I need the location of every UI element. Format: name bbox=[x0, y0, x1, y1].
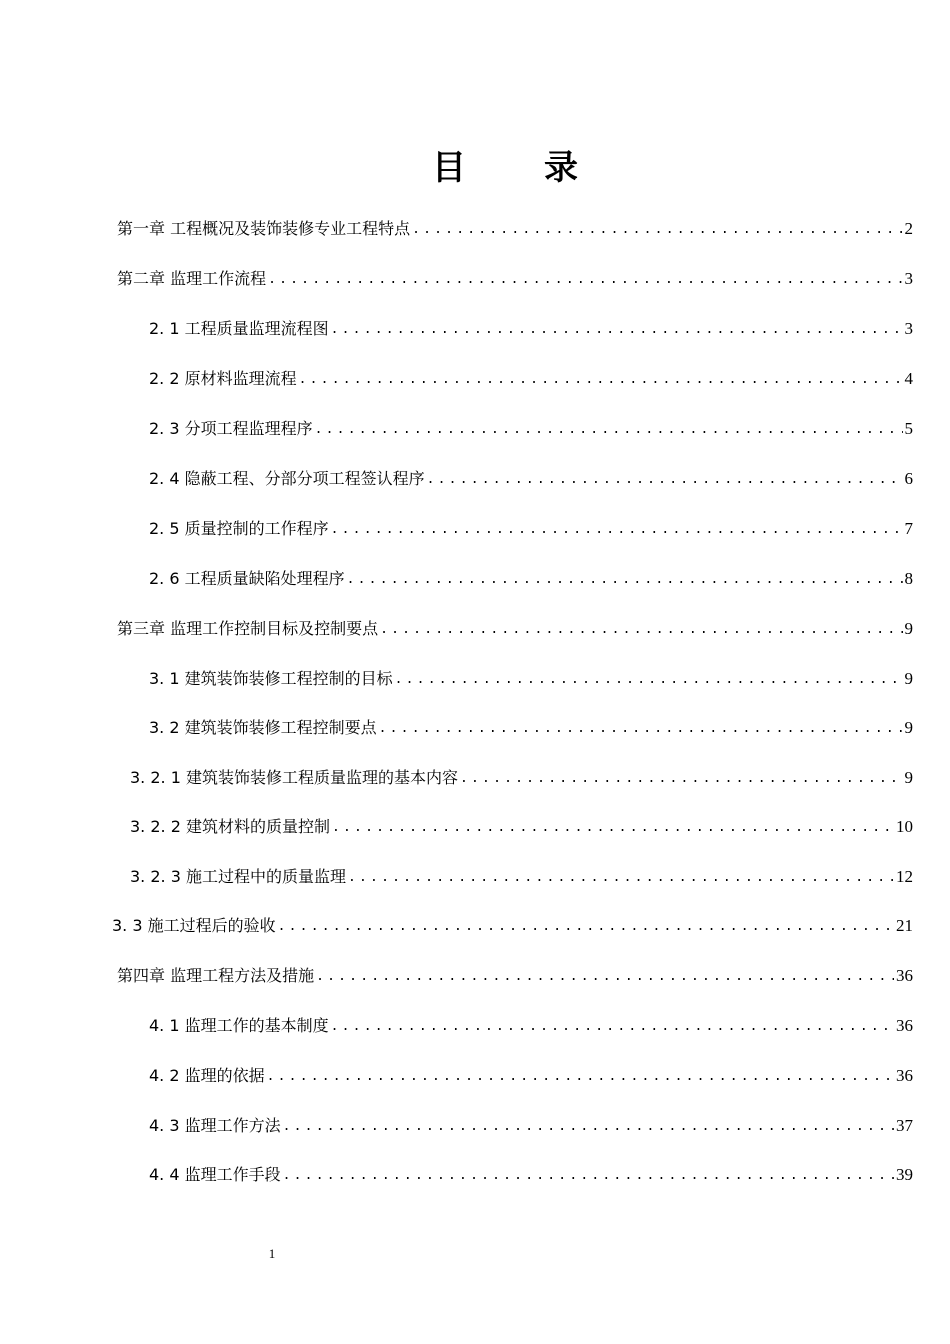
toc-entry-page: 7 bbox=[904, 519, 913, 538]
toc-entry-page: 37 bbox=[896, 1116, 913, 1135]
toc-entry[interactable] bbox=[149, 415, 913, 439]
toc-entry-label: 3. 2. 3 施工过程中的质量监理 bbox=[130, 867, 346, 886]
toc-entry[interactable] bbox=[149, 1161, 913, 1185]
toc-entry[interactable] bbox=[130, 764, 913, 788]
toc-entry-label: 第一章 工程概况及装饰装修专业工程特点 bbox=[117, 219, 411, 238]
toc-entry-page: 9 bbox=[904, 619, 913, 638]
toc-entry-label: 2. 4 隐蔽工程、分部分项工程签认程序 bbox=[149, 469, 425, 488]
toc-entry-label: 第二章 监理工作流程 bbox=[117, 269, 267, 288]
toc-leader-dots bbox=[427, 471, 903, 489]
toc-entry-page: 2 bbox=[904, 219, 913, 238]
toc-entry-page: 36 bbox=[896, 1066, 913, 1085]
toc-entry-label: 3. 2. 2 建筑材料的质量控制 bbox=[130, 817, 330, 836]
toc-entry-page: 9 bbox=[904, 718, 913, 737]
toc-leader-dots bbox=[332, 819, 894, 837]
toc-entry-label: 第四章 监理工程方法及措施 bbox=[117, 966, 315, 985]
toc-entry[interactable] bbox=[149, 365, 913, 389]
toc-leader-dots bbox=[315, 421, 903, 439]
toc-entry[interactable] bbox=[149, 1062, 913, 1086]
toc-entry-label: 4. 4 监理工作手段 bbox=[149, 1165, 281, 1184]
toc-entry-page: 6 bbox=[904, 469, 913, 488]
toc-entry-page: 3 bbox=[904, 319, 913, 338]
toc-entry-label: 3. 3 施工过程后的验收 bbox=[112, 916, 276, 935]
toc-entry-page: 36 bbox=[896, 1016, 913, 1035]
toc-title bbox=[0, 140, 950, 189]
toc-entry-label: 4. 3 监理工作方法 bbox=[149, 1116, 281, 1135]
toc-leader-dots bbox=[331, 1018, 894, 1036]
toc-entry-page: 39 bbox=[896, 1165, 913, 1184]
toc-entry[interactable] bbox=[130, 863, 913, 887]
toc-entry-page: 5 bbox=[904, 419, 913, 438]
toc-entry-label: 2. 5 质量控制的工作程序 bbox=[149, 519, 329, 538]
toc-entry[interactable] bbox=[117, 265, 913, 289]
toc-entry-label: 4. 1 监理工作的基本制度 bbox=[149, 1016, 329, 1035]
toc-leader-dots bbox=[283, 1167, 894, 1185]
toc-leader-dots bbox=[331, 321, 903, 339]
toc-entry-label: 第三章 监理工作控制目标及控制要点 bbox=[117, 619, 379, 638]
toc-entry[interactable] bbox=[130, 813, 913, 837]
toc-leader-dots bbox=[299, 371, 903, 389]
toc-entry[interactable] bbox=[149, 565, 913, 589]
toc-leader-dots bbox=[316, 968, 894, 986]
toc-entry-page: 21 bbox=[896, 916, 913, 935]
toc-entry-page: 36 bbox=[896, 966, 913, 985]
toc-entry[interactable] bbox=[117, 215, 913, 239]
toc-leader-dots bbox=[395, 671, 903, 689]
toc-entry-page: 10 bbox=[896, 817, 913, 836]
toc-leader-dots bbox=[412, 221, 902, 239]
toc-entry-page: 3 bbox=[904, 269, 913, 288]
toc-entry[interactable] bbox=[149, 515, 913, 539]
toc-leader-dots bbox=[347, 571, 903, 589]
toc-leader-dots bbox=[268, 271, 902, 289]
toc-leader-dots bbox=[460, 770, 903, 788]
toc-entry-page: 12 bbox=[896, 867, 913, 886]
toc-leader-dots bbox=[278, 918, 894, 936]
toc-leader-dots bbox=[379, 720, 903, 738]
toc-entry-label: 3. 2. 1 建筑装饰装修工程质量监理的基本内容 bbox=[130, 768, 458, 787]
toc-entry[interactable] bbox=[117, 615, 913, 639]
page-number: 1 bbox=[268, 1246, 276, 1261]
toc-entry[interactable] bbox=[149, 714, 913, 738]
toc-entry-label: 4. 2 监理的依据 bbox=[149, 1066, 265, 1085]
toc-entry-label: 2. 1 工程质量监理流程图 bbox=[149, 319, 329, 338]
toc-entry-label: 3. 1 建筑装饰装修工程控制的目标 bbox=[149, 669, 393, 688]
toc-leader-dots bbox=[267, 1068, 894, 1086]
toc-entry-page: 9 bbox=[904, 669, 913, 688]
toc-leader-dots bbox=[331, 521, 903, 539]
toc-entry-page: 4 bbox=[904, 369, 913, 388]
toc-leader-dots bbox=[380, 621, 902, 639]
toc-entry[interactable] bbox=[149, 1012, 913, 1036]
toc-entry[interactable] bbox=[149, 665, 913, 689]
toc-entry-page: 9 bbox=[904, 768, 913, 787]
toc-entry[interactable] bbox=[117, 962, 913, 986]
toc-leader-dots bbox=[283, 1118, 894, 1136]
toc-entry-label: 2. 3 分项工程监理程序 bbox=[149, 419, 313, 438]
toc-entry[interactable] bbox=[149, 465, 913, 489]
toc-entry-label: 2. 2 原材料监理流程 bbox=[149, 369, 297, 388]
toc-title-char-1: 目 bbox=[432, 148, 466, 188]
toc-entry-label: 3. 2 建筑装饰装修工程控制要点 bbox=[149, 718, 377, 737]
toc-entry-label: 2. 6 工程质量缺陷处理程序 bbox=[149, 569, 345, 588]
toc-entry[interactable] bbox=[112, 912, 913, 936]
toc-title-char-2: 录 bbox=[544, 148, 578, 188]
toc-entry-page: 8 bbox=[904, 569, 913, 588]
toc-entry[interactable] bbox=[149, 315, 913, 339]
toc-entry[interactable] bbox=[149, 1112, 913, 1136]
toc-leader-dots bbox=[348, 869, 894, 887]
